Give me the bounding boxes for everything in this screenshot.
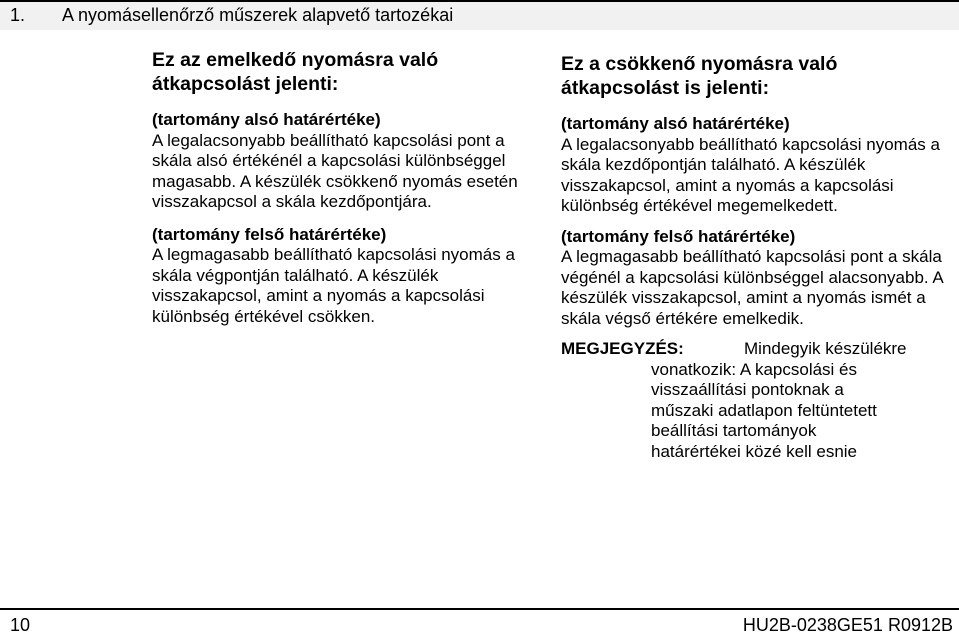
- right-upper-limit-label: (tartomány felső határértéke): [561, 226, 796, 246]
- page-number: 10: [10, 615, 31, 635]
- right-column: [561, 48, 956, 462]
- right-lower-limit-label: (tartomány alsó határértéke): [561, 114, 790, 133]
- right-upper-limit-text: A legmagasabb beállítható kapcsolási pont a skála végénél a kapcsolási különbséggel alacsonyabb. A készülék visszakapcsol, amint a nyomás ismét a skála végső értékére emelkedik.: [561, 247, 943, 328]
- note-line: visszaállítási pontoknak a: [651, 380, 844, 399]
- right-lower-limit-text: A legalacsonyabb beállítható kapcsolási nyomás a skála kezdőpontján található. A készülék visszakapcsol, amint a nyomás a kapcsolási különbség értékével megemelkedett.: [561, 134, 940, 215]
- left-lower-limit-text: A legalacsonyabb beállítható kapcsolási pont a skála alsó értékénél a kapcsolási különbséggel magasabb. A készülék csökkenő nyomás esetén visszakapcsol a skála kezdőpontjára.: [152, 130, 518, 211]
- left-heading: Ez az emelkedő nyomásra való átkapcsolást jelenti:: [152, 49, 439, 95]
- note-line: vonatkozik: A kapcsolási és: [651, 359, 858, 379]
- left-lower-limit-label: (tartomány alsó határértéke): [152, 110, 381, 129]
- right-heading: Ez a csökkenő nyomásra való átkapcsolást is jelenti:: [561, 53, 838, 99]
- note-first-line: Mindegyik készülékre: [744, 339, 907, 358]
- note-block: [561, 339, 956, 462]
- left-upper-limit-text: A legmagasabb beállítható kapcsolási nyomás a skála végpontján található. A készülék visszakapcsol, amint a nyomás a kapcsolási különbség értékével csökken.: [152, 245, 515, 326]
- note-line: beállítási tartományok: [651, 421, 817, 440]
- section-title: A nyomásellenőrző műszerek alapvető tartozékai: [62, 5, 454, 25]
- document-id: HU2B-0238GE51 R0912B: [742, 615, 953, 635]
- left-upper-limit-label: (tartomány felső határértéke): [152, 224, 387, 244]
- section-number: 1.: [10, 5, 26, 25]
- note-label: MEGJEGYZÉS:: [561, 339, 684, 358]
- note-line: műszaki adatlapon feltüntetett: [651, 400, 877, 420]
- footer-divider: [0, 608, 959, 610]
- section-header: [0, 0, 959, 30]
- left-column: [152, 48, 537, 339]
- note-line: határértékei közé kell esnie: [651, 441, 858, 461]
